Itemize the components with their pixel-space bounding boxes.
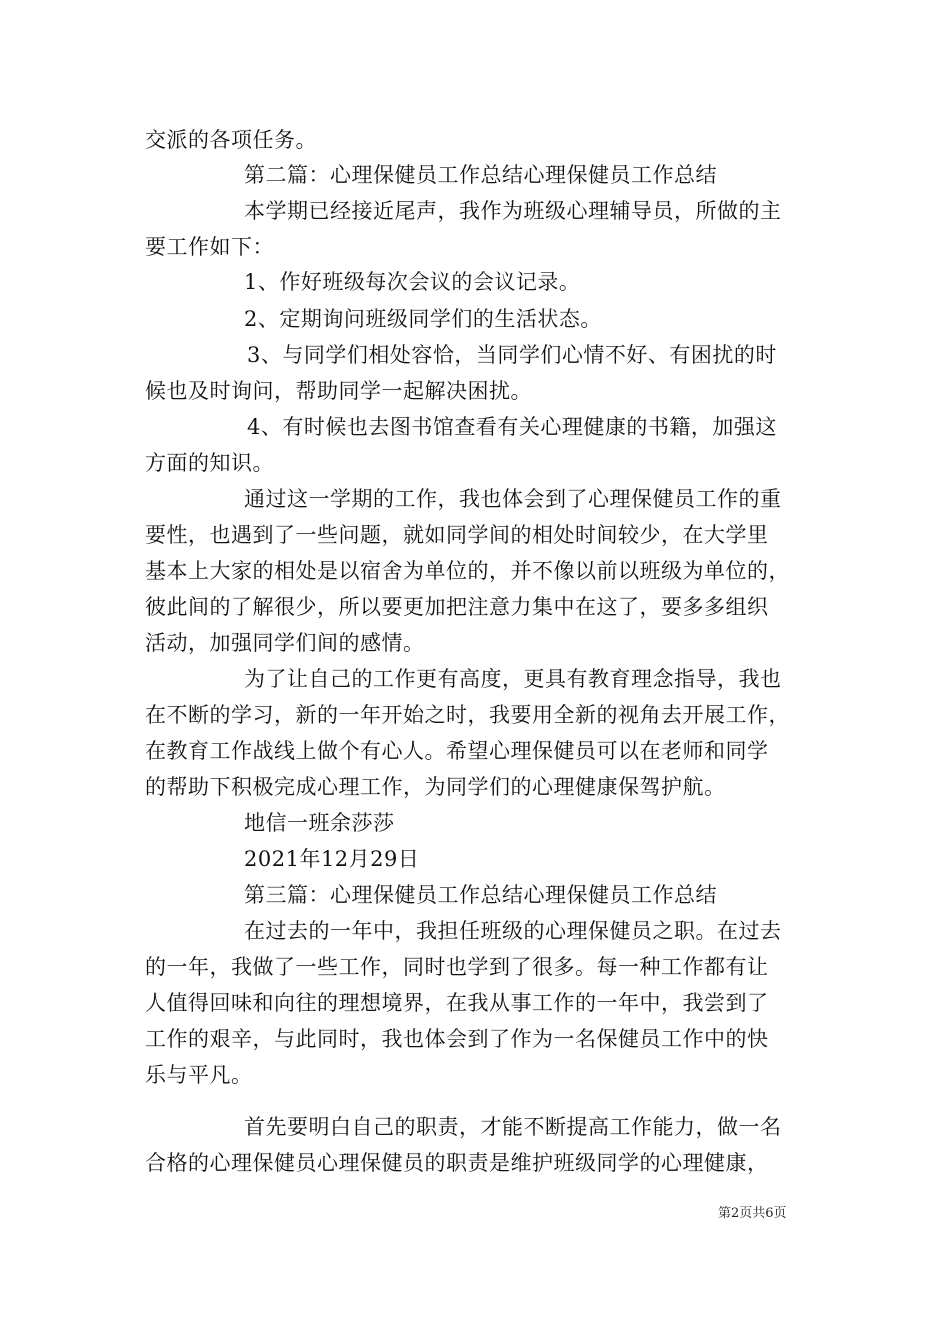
text-line: 的帮助下积极完成心理工作，为同学们的心理健康保驾护航。	[145, 775, 726, 799]
section-heading: 第二篇：心理保健员工作总结心理保健员工作总结	[244, 163, 717, 187]
text-line: 彼此间的了解很少，所以要更加把注意力集中在这了，要多多组织	[145, 595, 769, 619]
text-line: 本学期已经接近尾声，我作为班级心理辅导员，所做的主	[244, 199, 782, 223]
list-item: 2、定期询问班级同学们的生活状态。	[244, 307, 602, 331]
text-line: 活动，加强同学们间的感情。	[145, 631, 425, 655]
text-line: 候也及时询问，帮助同学一起解决困扰。	[145, 379, 532, 403]
list-item: 1、作好班级每次会议的会议记录。	[244, 270, 581, 294]
text-line: 在过去的一年中，我担任班级的心理保健员之职。在过去	[244, 919, 782, 943]
text-line: 要性，也遇到了一些问题，就如同学间的相处时间较少，在大学里	[145, 523, 769, 547]
text-line: 合格的心理保健员心理保健员的职责是维护班级同学的心理健康，	[145, 1151, 769, 1175]
list-item: 3、与同学们相处容恰，当同学们心情不好、有困扰的时	[247, 343, 777, 367]
text-line: 的一年，我做了一些工作，同时也学到了很多。每一种工作都有让	[145, 955, 769, 979]
text-line: 为了让自己的工作更有高度，更具有教育理念指导，我也	[244, 667, 782, 691]
text-line: 工作的艰辛，与此同时，我也体会到了作为一名保健员工作中的快	[145, 1027, 769, 1051]
text-line: 方面的知识。	[145, 451, 274, 475]
text-line: 交派的各项任务。	[145, 128, 317, 152]
text-line: 人值得回味和向往的理想境界，在我从事工作的一年中，我尝到了	[145, 991, 769, 1015]
text-line: 乐与平凡。	[145, 1063, 253, 1087]
list-item: 4、有时候也去图书馆查看有关心理健康的书籍，加强这	[247, 415, 777, 439]
text-line: 在教育工作战线上做个有心人。希望心理保健员可以在老师和同学	[145, 739, 769, 763]
text-line: 通过这一学期的工作，我也体会到了心理保健员工作的重	[244, 487, 782, 511]
signature-name: 地信一班余莎莎	[244, 811, 395, 835]
text-line: 基本上大家的相处是以宿舍为单位的，并不像以前以班级为单位的，	[145, 559, 790, 583]
text-line: 要工作如下：	[145, 235, 274, 259]
page-number: 第2页共6页	[718, 1206, 787, 1221]
section-heading: 第三篇：心理保健员工作总结心理保健员工作总结	[244, 883, 717, 907]
text-line: 首先要明白自己的职责，才能不断提高工作能力，做一名	[244, 1115, 782, 1139]
text-line: 在不断的学习，新的一年开始之时，我要用全新的视角去开展工作，	[145, 703, 790, 727]
signature-date: 2021年12月29日	[244, 847, 420, 871]
